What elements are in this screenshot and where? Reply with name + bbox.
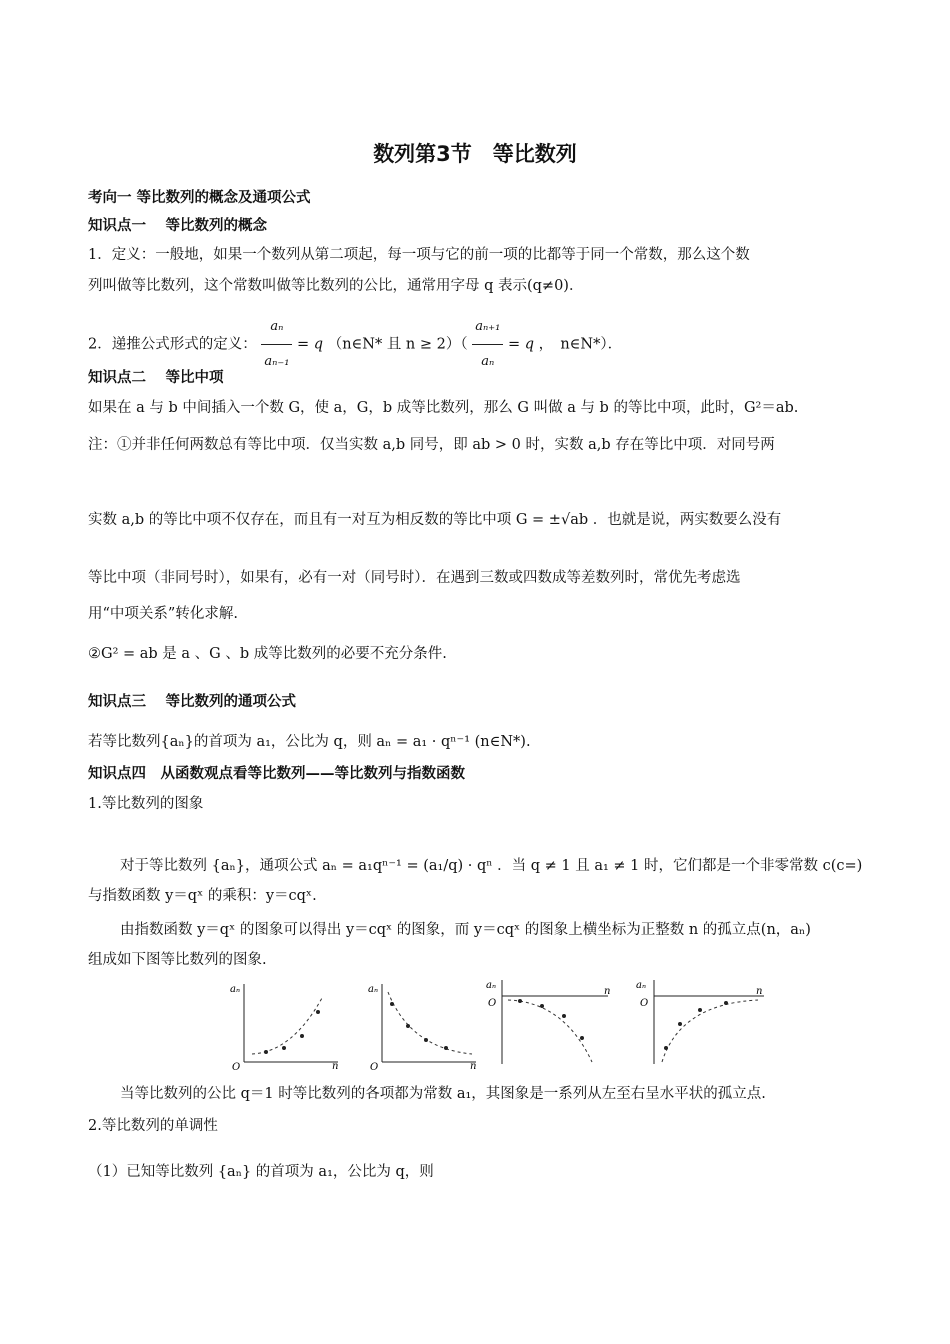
sub1-heading: 1.等比数列的图象: [88, 796, 204, 812]
data-point: [562, 1014, 566, 1018]
data-point: [664, 1046, 668, 1050]
data-point: [678, 1022, 682, 1026]
data-point: [282, 1046, 286, 1050]
def2-cond1: （n∈N* 且 n ≥ 2）（: [327, 336, 468, 353]
fraction-numerator: aₙ: [261, 310, 292, 345]
constant-line: 当等比数列的公比 q＝1 时等比数列的各项都为常数 a₁，其图象是一系列从左至右呈水平状的孤立点.: [120, 1086, 766, 1102]
y-axis-label: aₙ: [636, 980, 647, 991]
data-point: [424, 1038, 428, 1042]
page-title: 数列第3节 等比数列: [373, 142, 577, 166]
fraction-denominator: aₙ₋₁: [264, 354, 290, 369]
general-term-line: 若等比数列{aₙ}的首项为 a₁，公比为 q，则 aₙ = a₁ · qⁿ⁻¹ (n∈N*).: [88, 734, 531, 750]
def1-line2: 列叫做等比数列，这个常数叫做等比数列的公比，通常用字母 q 表示(q≠0)．: [88, 278, 584, 294]
kp2-heading: 知识点二 等比中项: [88, 370, 224, 386]
kp1-heading: 知识点一 等比数列的概念: [88, 218, 268, 234]
def2-eq1: = q: [297, 336, 324, 353]
graph-line2: 组成如下图等比数列的图象.: [88, 952, 267, 968]
x-axis-label: n: [756, 986, 763, 997]
monotonic-line1: （1）已知等比数列 {aₙ} 的首项为 a₁，公比为 q，则: [88, 1164, 434, 1180]
def2-prefix: 2．递推公式形式的定义：: [88, 336, 257, 353]
data-point: [540, 1004, 544, 1008]
note-line5: ②G² = ab 是 a 、G 、b 成等比数列的必要不充分条件.: [88, 646, 447, 662]
origin-label: O: [488, 998, 497, 1009]
data-point: [390, 1002, 394, 1006]
fraction-numerator: aₙ₊₁: [472, 310, 503, 345]
def2-cond2: ， n∈N*）．: [538, 336, 623, 353]
origin-label: O: [640, 998, 649, 1009]
data-point: [316, 1010, 320, 1014]
origin-label: O: [370, 1062, 379, 1070]
def2-fraction-1: [261, 310, 292, 379]
y-axis-label: aₙ: [230, 984, 241, 995]
func-line2: 与指数函数 y＝qˣ 的乘积：y＝cqˣ.: [88, 888, 317, 904]
x-axis-label: n: [470, 1061, 477, 1070]
y-axis-label: aₙ: [486, 980, 497, 991]
section-heading: 考向一 等比数列的概念及通项公式: [88, 190, 311, 206]
def1-line1: 1．定义：一般地，如果一个数列从第二项起，每一项与它的前一项的比都等于同一个常数，那么这个数: [88, 247, 750, 263]
func-line1: 对于等比数列 {aₙ}，通项公式 aₙ = a₁qⁿ⁻¹ = (a₁/q) · qⁿ ．当 q ≠ 1 且 a₁ ≠ 1 时，它们都是一个非零常数 c(c=): [120, 858, 863, 874]
note-line4: 用“中项关系”转化求解.: [88, 606, 238, 622]
data-point: [724, 1001, 728, 1005]
note-line2: 实数 a,b 的等比中项不仅存在，而且有一对互为相反数的等比中项 G = ±√ab ．也就是说，两实数要么没有: [88, 512, 782, 528]
graph-decreasing: [360, 978, 480, 1070]
data-point: [580, 1036, 584, 1040]
origin-label: O: [232, 1062, 241, 1070]
x-axis-label: n: [604, 986, 611, 997]
note-line3: 等比中项（非同号时），如果有，必有一对（同号时）．在遇到三数或四数成等差数列时，常优先考虑选: [88, 570, 741, 586]
kp4-heading: 知识点四 从函数观点看等比数列——等比数列与指数函数: [88, 766, 465, 782]
data-point: [406, 1024, 410, 1028]
data-point: [698, 1008, 702, 1012]
graph-negative-increasing: [630, 978, 770, 1070]
fraction-denominator: aₙ: [481, 354, 495, 369]
graph-negative-decreasing: [484, 978, 614, 1070]
midterm-line: 如果在 a 与 b 中间插入一个数 G，使 a，G，b 成等比数列，那么 G 叫做 a 与 b 的等比中项，此时，G²＝ab.: [88, 400, 799, 416]
x-axis-label: n: [332, 1061, 339, 1070]
data-point: [264, 1050, 268, 1054]
kp3-heading: 知识点三 等比数列的通项公式: [88, 694, 297, 710]
data-point: [300, 1034, 304, 1038]
note-line1: 注：①并非任何两数总有等比中项．仅当实数 a,b 同号，即 ab > 0 时，实数 a,b 存在等比中项．对同号两: [88, 437, 775, 453]
sub2-heading: 2.等比数列的单调性: [88, 1118, 218, 1134]
graph-increasing: [222, 978, 342, 1070]
data-point: [518, 999, 522, 1003]
data-point: [444, 1046, 448, 1050]
graph-line1: 由指数函数 y＝qˣ 的图象可以得出 y＝cqˣ 的图象，而 y＝cqˣ 的图象上横坐标为正整数 n 的孤立点(n，aₙ): [120, 922, 811, 938]
def2-fraction-2: [472, 310, 503, 379]
y-axis-label: aₙ: [368, 984, 379, 995]
def2-eq2: = q: [507, 336, 534, 353]
